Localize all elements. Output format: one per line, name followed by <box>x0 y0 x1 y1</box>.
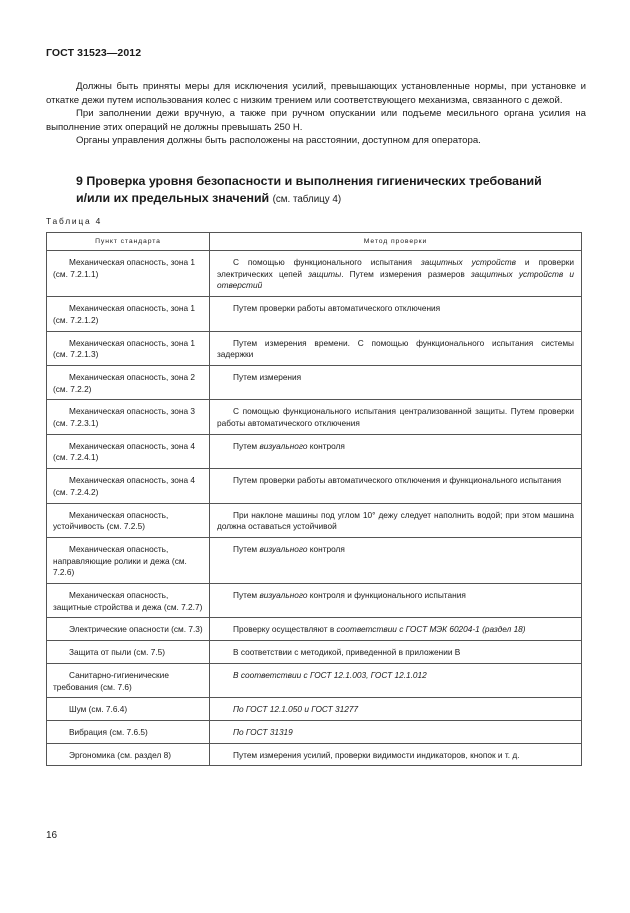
method-fragment: защиты <box>308 268 342 279</box>
method-fragment: Путем проверки работы автоматического отключения <box>233 303 441 314</box>
row-method-text <box>217 406 574 429</box>
row-method-text <box>217 670 574 682</box>
section-title-main: 9 Проверка уровня безопасности и выполнения гигиенических требований <box>76 174 542 188</box>
table-4 <box>46 232 582 766</box>
row-method <box>210 400 582 434</box>
row-method-text <box>217 544 574 556</box>
method-fragment: При наклоне машины под углом 10° дежу следует наполнить водой; при этом машина должна оставаться устойчивой <box>217 509 574 532</box>
row-method <box>210 297 582 331</box>
row-method <box>210 698 582 721</box>
row-method-text <box>217 727 574 739</box>
method-fragment: Путем <box>233 590 260 601</box>
table-row <box>47 584 582 618</box>
paragraph-1: Должны быть приняты меры для исключения усилий, превышающих установленные нормы, при установке и откатке дежи путем использования колес с низким трением или соответствующего механизма, связанного с дежой. <box>46 81 586 106</box>
table-row <box>47 297 582 331</box>
row-clause <box>47 331 210 365</box>
row-method <box>210 331 582 365</box>
table-row <box>47 331 582 365</box>
table-row <box>47 434 582 468</box>
row-method <box>210 365 582 399</box>
method-fragment: визуального <box>259 543 308 554</box>
method-fragment: Путем <box>233 543 260 554</box>
row-clause-text: Защита от пыли (см. 7.5) <box>69 647 166 658</box>
row-clause <box>47 720 210 743</box>
method-fragment: Путем измерения <box>233 371 302 382</box>
method-fragment: контроля и функционального испытания <box>307 590 466 601</box>
table-row <box>47 400 582 434</box>
document-header: ГОСТ 31523—2012 <box>46 47 142 59</box>
method-fragment: и проверки электрических цепей <box>217 257 574 279</box>
table-row <box>47 503 582 537</box>
row-method <box>210 584 582 618</box>
row-clause <box>47 469 210 503</box>
row-method-text <box>217 441 574 453</box>
section-title <box>46 173 586 208</box>
row-method <box>210 618 582 641</box>
table-caption: Таблица 4 <box>46 216 103 226</box>
row-method <box>210 469 582 503</box>
method-fragment: контроля <box>307 440 345 451</box>
row-method-text <box>217 372 574 384</box>
row-clause-text: Механическая опасность, зона 3 (см. 7.2.3.1) <box>53 406 196 429</box>
row-clause <box>47 434 210 468</box>
row-clause-text: Механическая опасность, зона 1 (см. 7.2.1.3) <box>53 337 196 360</box>
row-clause-text: Электрические опасности (см. 7.3) <box>69 624 203 635</box>
row-method <box>210 641 582 664</box>
method-fragment: . Путем измерения размеров <box>341 268 471 279</box>
row-method <box>210 251 582 297</box>
page-number: 16 <box>46 830 58 841</box>
section-title-rest: и/или их предельных значений <box>76 190 270 205</box>
table-row <box>47 618 582 641</box>
row-method <box>210 537 582 583</box>
row-method-text <box>217 303 574 315</box>
table-row <box>47 698 582 721</box>
row-method <box>210 743 582 766</box>
row-clause-text: Вибрация (см. 7.6.5) <box>69 726 148 737</box>
row-clause-text: Механическая опасность, зона 2 (см. 7.2.2) <box>53 371 196 394</box>
body-text <box>46 80 586 148</box>
method-fragment: Путем измерения времени. С помощью функционального испытания системы задержки <box>217 337 574 360</box>
method-fragment: соответствии с ГОСТ МЭК 60204-1 (раздел 18) <box>336 624 526 635</box>
section-table-ref: (см. таблицу 4) <box>272 193 342 205</box>
table-row <box>47 251 582 297</box>
method-fragment: визуального <box>259 440 308 451</box>
row-method-text <box>217 475 574 487</box>
row-method <box>210 663 582 697</box>
header-clause: Пункт стандарта <box>47 233 210 251</box>
row-method <box>210 720 582 743</box>
row-method-text <box>217 750 574 762</box>
paragraph-2: При заполнении дежи вручную, а также при ручном опускании или подъеме месильного органа усилия на выполнение этих операций не должны превышать 250 Н. <box>46 108 586 133</box>
method-fragment: Путем измерения усилий, проверки видимости индикаторов, кнопок и т. д. <box>233 749 520 760</box>
table-row <box>47 663 582 697</box>
table-row <box>47 743 582 766</box>
row-clause-text: Механическая опасность, направляющие ролики и дежа (см. 7.2.6) <box>53 543 187 578</box>
row-clause <box>47 537 210 583</box>
row-clause <box>47 698 210 721</box>
row-clause-text: Механическая опасность, зона 4 (см. 7.2.4.2) <box>53 475 196 497</box>
table-row <box>47 537 582 583</box>
row-method-text <box>217 257 574 292</box>
row-clause-text: Шум (см. 7.6.4) <box>69 704 128 715</box>
method-fragment: защитных устройств и отверстий <box>217 268 574 291</box>
row-method-text <box>217 338 574 361</box>
method-fragment: По ГОСТ 12.1.050 и ГОСТ 31277 <box>233 704 359 715</box>
method-fragment: В соответствии с ГОСТ 12.1.003, ГОСТ 12.1.012 <box>233 669 427 680</box>
row-method-text <box>217 510 574 533</box>
row-clause <box>47 618 210 641</box>
row-method-text <box>217 624 574 636</box>
row-method-text <box>217 590 574 602</box>
paragraph-3: Органы управления должны быть расположены на расстоянии, доступном для оператора. <box>76 135 481 147</box>
row-method-text <box>217 704 574 716</box>
row-clause <box>47 503 210 537</box>
section-9 <box>46 173 586 208</box>
row-clause <box>47 365 210 399</box>
table-row <box>47 641 582 664</box>
method-fragment: С помощью функционального испытания <box>233 257 421 267</box>
row-clause-text: Санитарно-гигиенические требования (см. 7.6) <box>53 669 169 692</box>
row-clause <box>47 743 210 766</box>
row-method <box>210 503 582 537</box>
table-header-row <box>47 233 582 251</box>
method-fragment: Проверку осуществляют в <box>233 624 337 635</box>
method-fragment: Путем проверки работы автоматического отключения и функционального испытания <box>233 475 562 486</box>
row-clause-text: Механическая опасность, устойчивость (см. 7.2.5) <box>53 509 169 532</box>
row-clause <box>47 251 210 297</box>
row-clause <box>47 400 210 434</box>
row-clause-text: Механическая опасность, зона 1 (см. 7.2.1.2) <box>53 303 196 325</box>
method-fragment: В соответствии с методикой, приведенной в приложении В <box>233 647 461 658</box>
row-method-text <box>217 647 574 659</box>
method-fragment: Путем <box>233 440 260 451</box>
method-fragment: С помощью функционального испытания централизованной защиты. Путем проверки работы автоматического отключения <box>217 406 574 429</box>
row-clause-text: Механическая опасность, защитные стройства и дежа (см. 7.2.7) <box>53 590 203 612</box>
row-clause-text: Механическая опасность, зона 1 (см. 7.2.1.1) <box>53 257 196 279</box>
table-row <box>47 469 582 503</box>
method-fragment: По ГОСТ 31319 <box>233 726 293 737</box>
table-body <box>47 251 582 766</box>
row-clause-text: Эргономика (см. раздел 8) <box>69 749 171 760</box>
row-clause-text: Механическая опасность, зона 4 (см. 7.2.4.1) <box>53 440 196 463</box>
table-row <box>47 720 582 743</box>
section-title-rest-line <box>76 190 586 209</box>
row-clause <box>47 297 210 331</box>
method-fragment: защитных устройств <box>420 257 516 267</box>
header-method: Метод проверки <box>210 233 582 251</box>
row-method <box>210 434 582 468</box>
method-fragment: контроля <box>307 543 345 554</box>
method-fragment: визуального <box>259 590 308 601</box>
row-clause <box>47 663 210 697</box>
row-clause <box>47 584 210 618</box>
row-clause <box>47 641 210 664</box>
table-row <box>47 365 582 399</box>
